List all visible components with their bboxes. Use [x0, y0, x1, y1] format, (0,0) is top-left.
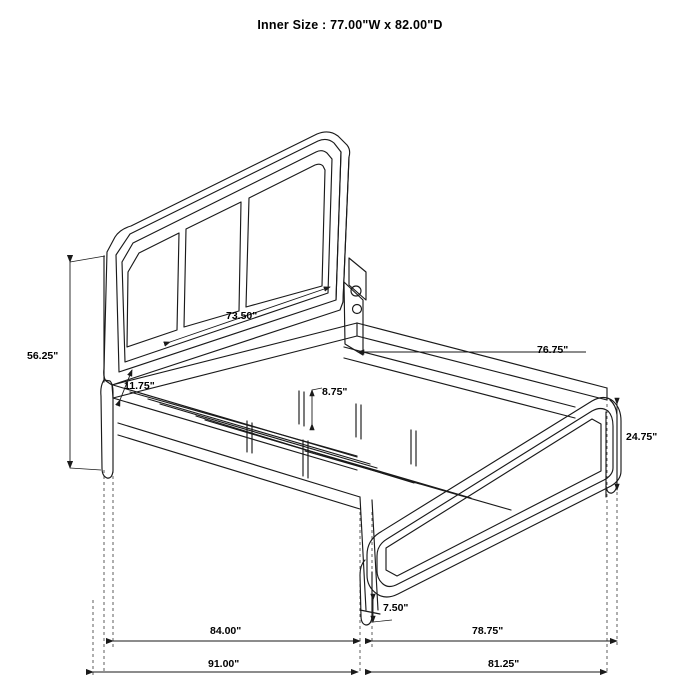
dimension-label-headboard-height: 56.25": [27, 350, 59, 362]
page-title: Inner Size : 77.00"W x 82.00"D: [257, 18, 443, 32]
bed-outline: [101, 132, 621, 625]
dimension-label-side-rail-length: 76.75": [537, 344, 569, 356]
dimension-label-inner-length-right: 78.75": [472, 625, 504, 637]
dimension-lines: [70, 256, 617, 678]
dimension-label-overall-length-right: 81.25": [488, 658, 520, 670]
dimension-label-rail-height-front-left: 11.75": [124, 380, 155, 392]
dimension-label-headboard-panel-width: 73.50": [226, 310, 258, 322]
dimension-label-footboard-height: 24.75": [626, 431, 658, 443]
dimension-label-footboard-clearance: 7.50": [383, 602, 409, 614]
dimension-label-overall-length-left: 91.00": [208, 658, 240, 670]
dimension-label-inner-length-left: 84.00": [210, 625, 242, 637]
dimension-label-slat-height: 8.75": [322, 386, 348, 398]
